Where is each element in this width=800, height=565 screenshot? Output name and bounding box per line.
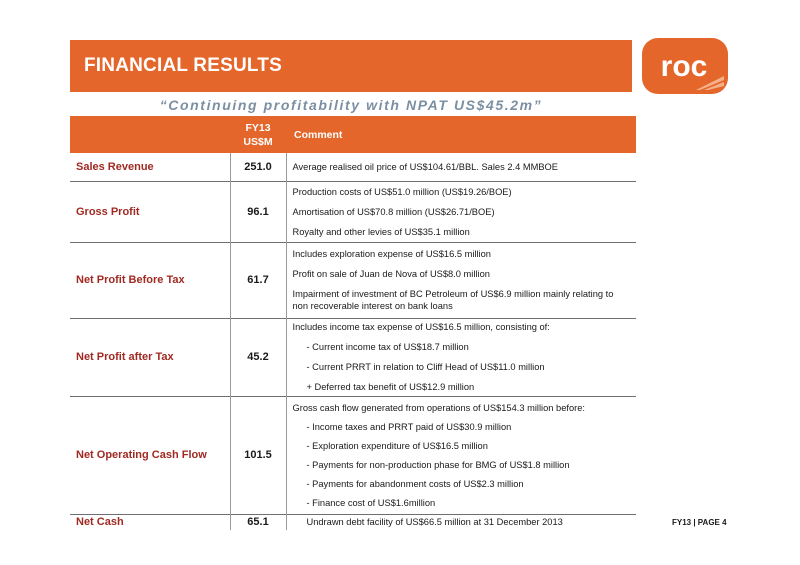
table-header bbox=[70, 116, 636, 153]
header-value-cell bbox=[230, 116, 286, 153]
row-label: Net Profit after Tax bbox=[70, 318, 230, 396]
row-value: 96.1 bbox=[230, 181, 286, 242]
title-bar bbox=[70, 40, 632, 92]
row-label: Net Cash bbox=[70, 514, 230, 530]
row-value: 251.0 bbox=[230, 153, 286, 181]
comment-line: Includes exploration expense of US$16.5 million bbox=[292, 249, 491, 259]
row-comment bbox=[286, 514, 636, 530]
comment-line: Includes income tax expense of US$16.5 million, consisting of: bbox=[292, 322, 550, 332]
comment-line: Average realised oil price of US$104.61/BBL. Sales 2.4 MMBOE bbox=[292, 161, 558, 172]
comment-line: Gross cash flow generated from operations of US$154.3 million before: bbox=[292, 402, 585, 413]
header-comment-cell: Comment bbox=[286, 116, 636, 153]
page-title: FINANCIAL RESULTS bbox=[84, 55, 282, 76]
results-table bbox=[70, 116, 636, 530]
comment-line: Impairment of investment of BC Petroleum of US$6.9 million mainly relating to non recoverable interest on bank loans bbox=[292, 289, 614, 311]
table-row bbox=[70, 153, 636, 181]
row-comment bbox=[286, 396, 636, 514]
header-value-line2: US$M bbox=[243, 135, 273, 148]
row-label: Net Operating Cash Flow bbox=[70, 396, 230, 514]
page-number: FY13 | PAGE 4 bbox=[672, 518, 727, 527]
table-row bbox=[70, 396, 636, 514]
comment-line: - Payments for non-production phase for BMG of US$1.8 million bbox=[306, 459, 570, 470]
comment-line: - Income taxes and PRRT paid of US$30.9 million bbox=[306, 421, 512, 432]
row-value: 61.7 bbox=[230, 242, 286, 318]
row-value: 101.5 bbox=[230, 396, 286, 514]
row-label: Gross Profit bbox=[70, 181, 230, 242]
row-value: 65.1 bbox=[230, 514, 286, 530]
comment-line: - Finance cost of US$1.6million bbox=[306, 497, 436, 508]
comment-line: - Payments for abandonment costs of US$2.3 million bbox=[306, 478, 524, 489]
comment-line: - Exploration expenditure of US$16.5 million bbox=[306, 440, 488, 451]
table-row bbox=[70, 514, 636, 530]
comment-line: Production costs of US$51.0 million (US$19.26/BOE) bbox=[292, 186, 512, 197]
comment-line: + Deferred tax benefit of US$12.9 million bbox=[306, 382, 475, 392]
roc-logo bbox=[640, 36, 730, 96]
comment-line: - Current income tax of US$18.7 million bbox=[306, 342, 469, 352]
table-row bbox=[70, 242, 636, 318]
header-label-cell bbox=[70, 116, 230, 153]
comment-line: Undrawn debt facility of US$66.5 million at 31 December 2013 bbox=[306, 517, 563, 528]
logo-text: roc bbox=[660, 50, 708, 83]
comment-line: Amortisation of US$70.8 million (US$26.71/BOE) bbox=[292, 206, 495, 217]
table-row bbox=[70, 318, 636, 396]
row-comment bbox=[286, 318, 636, 396]
comment-line: - Current PRRT in relation to Cliff Head of US$11.0 million bbox=[306, 362, 545, 372]
row-comment bbox=[286, 153, 636, 181]
subtitle: “Continuing profitability with NPAT US$45.2m” bbox=[159, 97, 543, 113]
table-row bbox=[70, 181, 636, 242]
comment-line: Profit on sale of Juan de Nova of US$8.0 million bbox=[292, 269, 490, 279]
header-value-line1: FY13 bbox=[245, 121, 271, 134]
row-comment bbox=[286, 242, 636, 318]
row-label: Sales Revenue bbox=[76, 160, 154, 173]
row-comment bbox=[286, 181, 636, 242]
row-value: 45.2 bbox=[230, 318, 286, 396]
comment-line: Royalty and other levies of US$35.1 million bbox=[292, 226, 470, 237]
row-label: Net Profit Before Tax bbox=[70, 242, 230, 318]
